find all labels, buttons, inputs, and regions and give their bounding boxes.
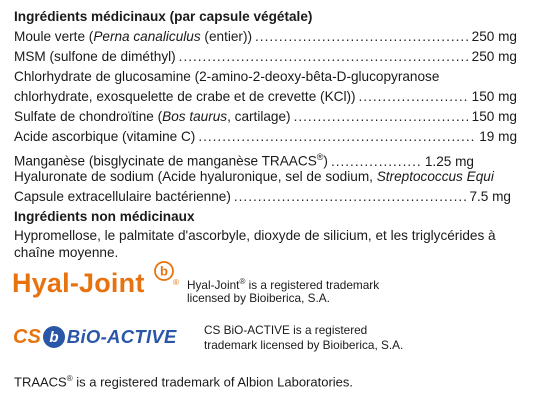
hyal-joint-logo-mark-icon (153, 260, 175, 282)
ingredient-row-green-mussel (14, 29, 517, 45)
ingredient-name: Hyaluronate de sodium (Acide hyaluronique, sel de sodium, (14, 169, 377, 184)
ingredient-detail: , cartilage) (227, 109, 291, 124)
ingredient-name: Capsule extracellulaire bactérienne) (14, 189, 231, 204)
dot-leader (294, 109, 469, 125)
latin-name: Bos taurus (162, 109, 228, 124)
cs-bio-active-trademark-line1: CS BiO-ACTIVE is a registered (204, 323, 368, 337)
dot-leader (179, 49, 469, 65)
ingredient-amount: 250 mg (471, 49, 517, 64)
latin-name: Streptococcus Equi (376, 169, 494, 184)
bio-active-logo-text: BiO-ACTIVE (66, 326, 177, 347)
cs-bio-active-trademark-line2: trademark licensed by Bioiberica, S.A. (204, 338, 404, 352)
trademark-text: is a registered trademark (245, 277, 380, 292)
ingredient-detail: (entier)) (200, 29, 253, 44)
ingredient-row-chondroitin (14, 109, 517, 125)
non-medicinal-heading: Ingrédients non médicinaux (14, 209, 195, 224)
hyal-joint-logo (12, 263, 179, 298)
brand-name: Hyal-Joint (187, 277, 240, 292)
cs-logo-text: CS (13, 326, 41, 348)
ingredient-name: Manganèse (bisglycinate de manganèse TRAACS (14, 153, 317, 169)
dot-leader (255, 29, 469, 45)
hyal-joint-logo-text: Hyal-Joint (12, 268, 145, 298)
ingredient-row-manganese (14, 149, 474, 170)
brand-name: TRAACS (14, 374, 67, 390)
ingredient-detail: ) (323, 153, 328, 169)
ingredient-row-hyaluronate (14, 189, 511, 205)
dot-leader (234, 189, 467, 205)
ingredient-row-glucosamine (14, 89, 517, 105)
ingredient-amount: 7.5 mg (469, 189, 511, 204)
cs-bio-active-logo (13, 325, 177, 349)
ingredient-row-vitamin-c (14, 129, 517, 145)
ingredient-amount: 150 mg (471, 109, 517, 124)
ingredient-amount: 19 mg (479, 129, 517, 144)
hyal-joint-trademark-line2: licensed by Bioiberica, S.A. (187, 291, 330, 305)
ingredient-name-line1 (14, 169, 494, 185)
trademark-text: is a registered trademark of Albion Laboratories. (72, 374, 354, 390)
registered-mark: ® (316, 152, 324, 162)
medicinal-heading: Ingrédients médicinaux (par capsule végétale) (14, 9, 313, 24)
non-medicinal-text: Hypromellose, le palmitate d'ascorbyle, dioxyde de silicium, et les triglycérides à chaîne moyenne. (14, 228, 496, 260)
cs-logo-mark: b (49, 329, 59, 346)
dot-leader (331, 154, 422, 170)
ingredient-amount: 250 mg (471, 29, 517, 44)
ingredient-name: Moule verte ( (14, 29, 94, 44)
registered-mark: ® (239, 277, 246, 286)
dot-leader (198, 129, 476, 145)
hyal-joint-trademark-line1 (187, 275, 379, 292)
ingredient-name-line1: Chlorhydrate de glucosamine (2-amino-2-deoxy-bêta-D-glucopyranose (14, 69, 440, 84)
hyal-joint-logo-mark: b (160, 263, 168, 279)
dot-leader (359, 89, 469, 105)
ingredient-row-msm (14, 49, 517, 65)
ingredient-amount: 150 mg (471, 89, 517, 104)
traacs-trademark-note (14, 372, 353, 390)
ingredient-name: Sulfate de chondroïtine ( (14, 109, 163, 124)
registered-mark: ® (173, 278, 179, 287)
ingredient-name: chlorhydrate, exosquelette de crabe et de crevette (KCl)) (14, 89, 356, 104)
ingredient-name: Acide ascorbique (vitamine C) (14, 129, 196, 144)
ingredient-name: MSM (sulfone de diméthyl) (14, 49, 176, 64)
cs-logo-mark-icon (42, 325, 66, 349)
registered-mark: ® (66, 374, 73, 383)
ingredient-amount: 1.25 mg (424, 153, 474, 169)
latin-name: Perna canaliculus (93, 29, 201, 44)
